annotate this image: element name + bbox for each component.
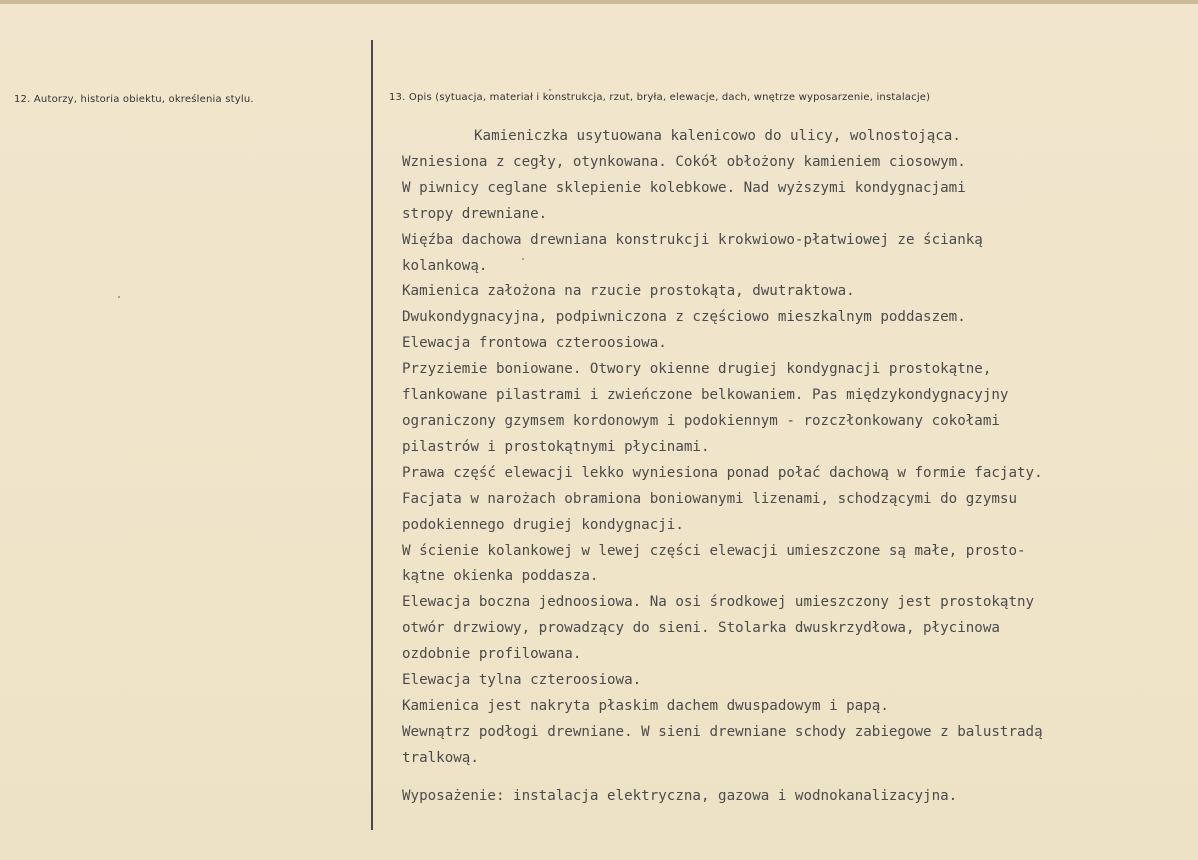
description-line: podokiennego drugiej kondygnacji. [402, 516, 684, 533]
description-line: stropy drewniane. [402, 205, 548, 222]
description-line: ograniczony gzymsem kordonowym i podokiennym - rozczłonkowany cokołami [402, 412, 1000, 429]
description-line: Kamieniczka usytuowana kalenicowo do ulicy, wolnostojąca. [474, 128, 961, 144]
description-line: Elewacja tylna czteroosiowa. [402, 672, 642, 689]
description-line: Elewacja boczna jednoosiowa. Na osi środkowej umieszczony jest prostokątny [402, 594, 1035, 611]
description-line: Facjata w narożach obramiona boniowanymi lizenami, schodzącymi do gzymsu [402, 490, 1017, 507]
typed-description [402, 124, 1182, 810]
description-line: Dwukondygnacyjna, podpiwniczona z częściowo mieszkalnym poddaszem. [402, 309, 966, 326]
card-top-edge [0, 0, 1198, 4]
description-line: Wzniesiona z cegły, otynkowana. Cokół obłożony kamieniem ciosowym. [402, 153, 966, 170]
paper-speck [522, 258, 524, 260]
description-line: pilastrów i prostokątnymi płycinami. [402, 438, 710, 455]
description-line: Prawa część elewacji lekko wyniesiona ponad połać dachową w formie facjaty. [402, 464, 1043, 481]
description-line: Kamienica założona na rzucie prostokąta, dwutraktowa. [402, 283, 855, 300]
description-line: W ścienie kolankowej w lewej części elewacji umieszczone są małe, prosto- [402, 542, 1026, 559]
description-line: Wyposażenie: instalacja elektryczna, gazowa i wodnokanalizacyjna. [402, 787, 958, 804]
paper-speck [118, 296, 120, 298]
section-13-label: 13. Opis (sytuacja, materiał i konstrukcja, rzut, bryła, elewacje, dach, wnętrze wyposarzenie, instalacje) [389, 92, 931, 103]
section-12-label: 12. Autorzy, historia obiektu, określenia stylu. [14, 94, 254, 105]
description-line: tralkową. [402, 749, 479, 766]
description-line: Wewnątrz podłogi drewniane. W sieni drewniane schody zabiegowe z balustradą [402, 723, 1043, 740]
description-line: Elewacja frontowa czteroosiowa. [402, 335, 667, 352]
description-line: Kamienica jest nakryta płaskim dachem dwuspadowym i papą. [402, 697, 889, 714]
description-line: kątne okienka poddasza. [402, 568, 599, 585]
description-line: W piwnicy ceglane sklepienie kolebkowe. Nad wyższymi kondygnacjami [402, 179, 966, 196]
description-line: Przyziemie boniowane. Otwory okienne drugiej kondygnacji prostokątne, [402, 361, 992, 378]
column-divider [371, 40, 373, 830]
description-line: Więźba dachowa drewniana konstrukcji krokwiowo-płatwiowej ze ścianką [402, 231, 983, 248]
description-line: kolankową. [402, 257, 488, 274]
paper-speck [549, 89, 551, 91]
description-line: flankowane pilastrami i zwieńczone belkowaniem. Pas międzykondygnacyjny [402, 387, 1009, 404]
description-line: otwór drzwiowy, prowadzący do sieni. Stolarka dwuskrzydłowa, płycinowa [402, 620, 1000, 637]
description-line: ozdobnie profilowana. [402, 646, 582, 663]
